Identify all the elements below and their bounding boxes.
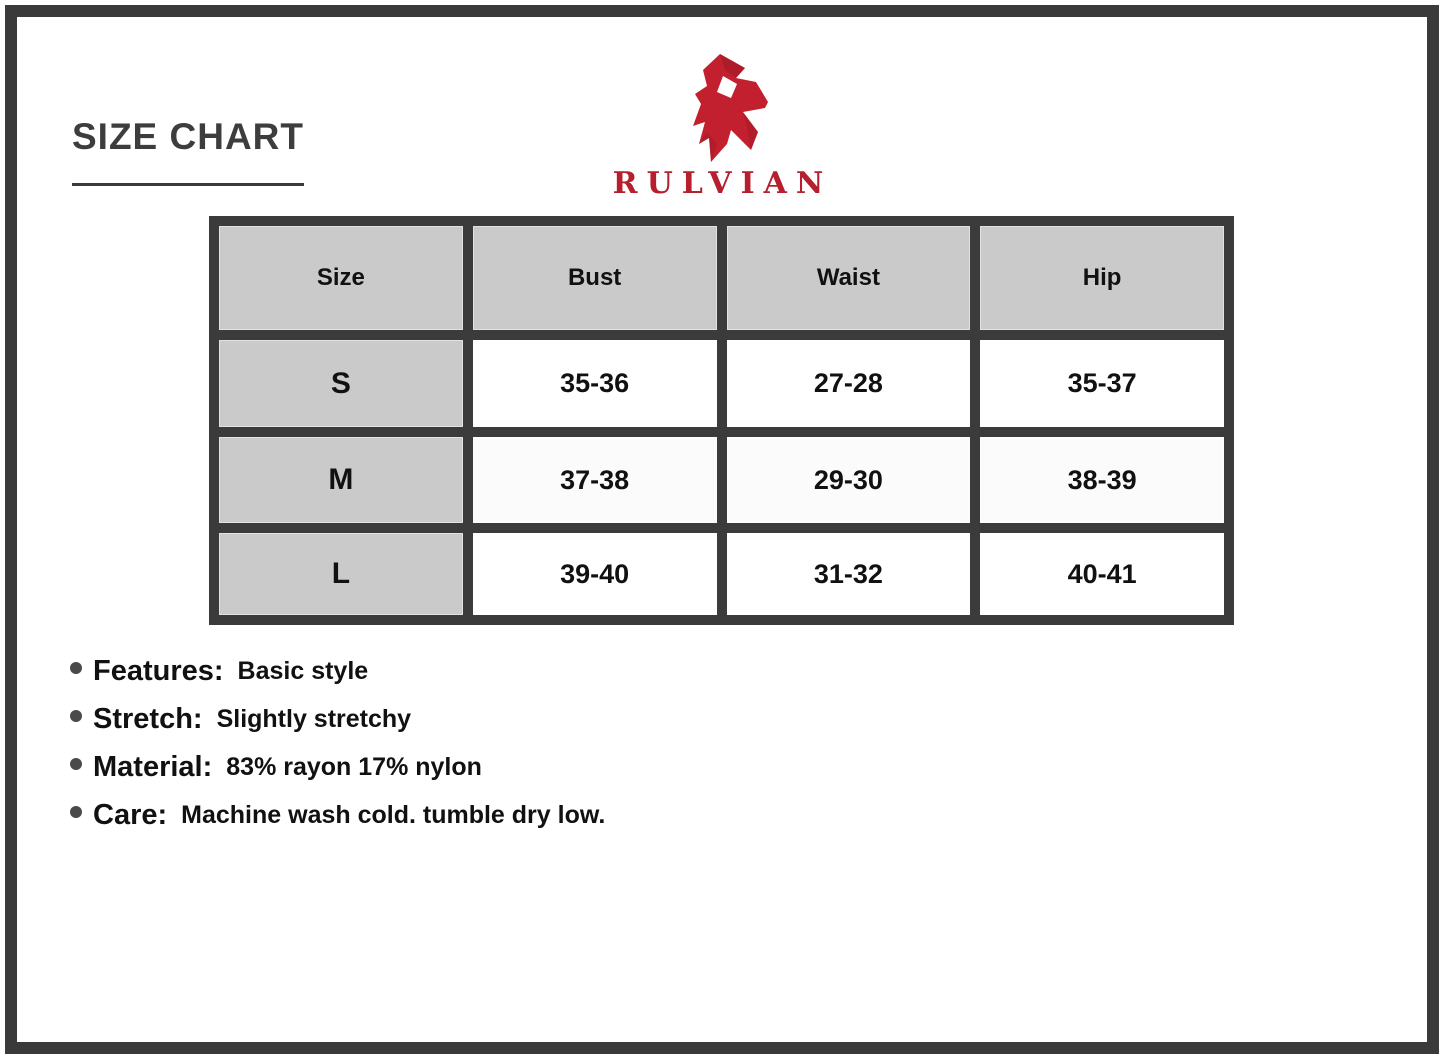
column-header-size: Size: [219, 226, 463, 330]
detail-value: Machine wash cold. tumble dry low.: [181, 800, 606, 829]
row-s-waist-cell: 27-28: [727, 340, 971, 427]
bullet-icon: [70, 662, 82, 674]
detail-label: Material:: [93, 750, 213, 783]
product-details-list: [70, 654, 605, 846]
detail-label: Features:: [93, 654, 224, 687]
detail-item-features: [70, 654, 605, 688]
bullet-icon: [70, 710, 82, 722]
row-s-bust-cell: 35-36: [473, 340, 717, 427]
detail-value: 83% rayon 17% nylon: [226, 752, 482, 781]
row-l-hip-cell: 40-41: [980, 533, 1224, 615]
row-m-hip-cell: 38-39: [980, 437, 1224, 523]
page-title: SIZE CHART: [72, 116, 304, 157]
size-chart-table: [209, 216, 1234, 625]
detail-item-care: [70, 798, 605, 832]
rulvian-logo-icon: [661, 52, 785, 164]
column-header-hip: Hip: [980, 226, 1224, 330]
bullet-icon: [70, 806, 82, 818]
row-l-bust-cell: 39-40: [473, 533, 717, 615]
detail-label: Stretch:: [93, 702, 203, 735]
row-l-size-cell: L: [219, 533, 463, 615]
row-s-hip-cell: 35-37: [980, 340, 1224, 427]
row-m-waist-cell: 29-30: [727, 437, 971, 523]
row-m-bust-cell: 37-38: [473, 437, 717, 523]
detail-item-stretch: [70, 702, 605, 736]
row-m-size-cell: M: [219, 437, 463, 523]
brand-logo: [0, 52, 1445, 201]
row-l-waist-cell: 31-32: [727, 533, 971, 615]
column-header-waist: Waist: [727, 226, 971, 330]
detail-value: Basic style: [237, 656, 369, 685]
detail-value: Slightly stretchy: [216, 704, 412, 733]
bullet-icon: [70, 758, 82, 770]
brand-wordmark: RULVIAN: [612, 166, 833, 201]
detail-label: Care:: [93, 798, 168, 831]
column-header-bust: Bust: [473, 226, 717, 330]
row-s-size-cell: S: [219, 340, 463, 427]
detail-item-material: [70, 750, 605, 784]
